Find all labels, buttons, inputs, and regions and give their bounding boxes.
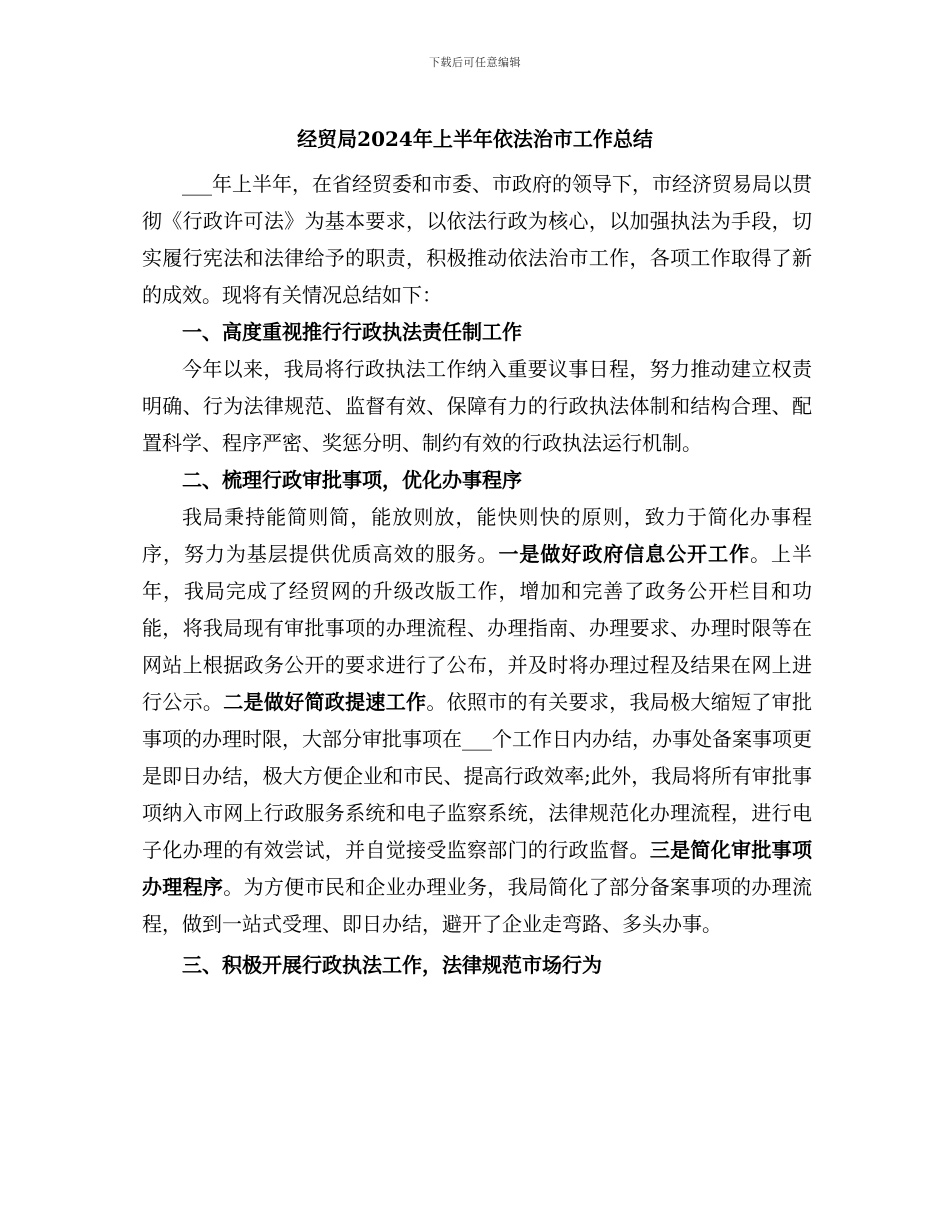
- section-1-heading: 一、高度重视推行行政执法责任制工作: [182, 320, 522, 344]
- section-1-paragraph: 今年以来，我局将行政执法工作纳入重要议事日程，努力推动建立权责明确、行为法律规范、监督有效、保障有力的行政执法体制和结构合理、配置科学、程序严密、奖惩分明、制约有效的行政执法运行机制。: [142, 357, 812, 455]
- section-2-text-2: 。上半年，我局完成了经贸网的升级改版工作，增加和完善了政务公开栏目和功能，将我局现有审批事项的办理流程、办理指南、办理要求、办理时限等在网站上根据政务公开的要求进行了公布，并及时将办理过程及结果在网上进行公示。: [142, 542, 813, 714]
- section-2-bold-3: 三是简化审批事项办理程序: [142, 838, 812, 899]
- section-3-heading: 三、积极开展行政执法工作，法律规范市场行为: [182, 953, 602, 977]
- section-2-heading: 二、梳理行政审批事项，优化办事程序: [182, 468, 522, 492]
- document-title: 经贸局2024年上半年依法治市工作总结: [297, 127, 653, 151]
- section-2-bold-1: 一是做好政府信息公开工作: [498, 542, 751, 566]
- intro-paragraph: ___年上半年，在省经贸委和市委、市政府的领导下，市经济贸易局以贯彻《行政许可法》为基本要求，以依法行政为核心，以加强执法为手段，切实履行宪法和法律给予的职责，积极推动依法治市工作，各项工作取得了新的成效。现将有关情况总结如下：: [142, 172, 812, 307]
- section-2-text-4: 。为方便市民和企业办理业务，我局简化了部分备案事项的办理流程，做到一站式受理、即日办结，避开了企业走弯路、多头办事。: [142, 875, 812, 936]
- document-body: [142, 166, 812, 984]
- section-2-text-1: 我局秉持能简则简，能放则放，能快则快的原则，致力于简化办事程序，努力为基层提供优质高效的服务。: [142, 505, 812, 566]
- header-note: 下载后可任意编辑: [429, 56, 521, 69]
- section-2-bold-2: 二是做好简政提速工作: [223, 690, 427, 714]
- section-2-text-3: 。依照市的有关要求，我局极大缩短了审批事项的办理时限，大部分审批事项在___个工作日内办结，办事处备案事项更是即日办结，极大方便企业和市民、提高行政效率;此外，我局将所有审批事项纳入市网上行政服务系统和电子监察系统，法律规范化办理流程，进行电子化办理的有效尝试，并自觉接受监察部门的行政监督。: [142, 690, 812, 862]
- section-2-paragraph: [142, 499, 812, 943]
